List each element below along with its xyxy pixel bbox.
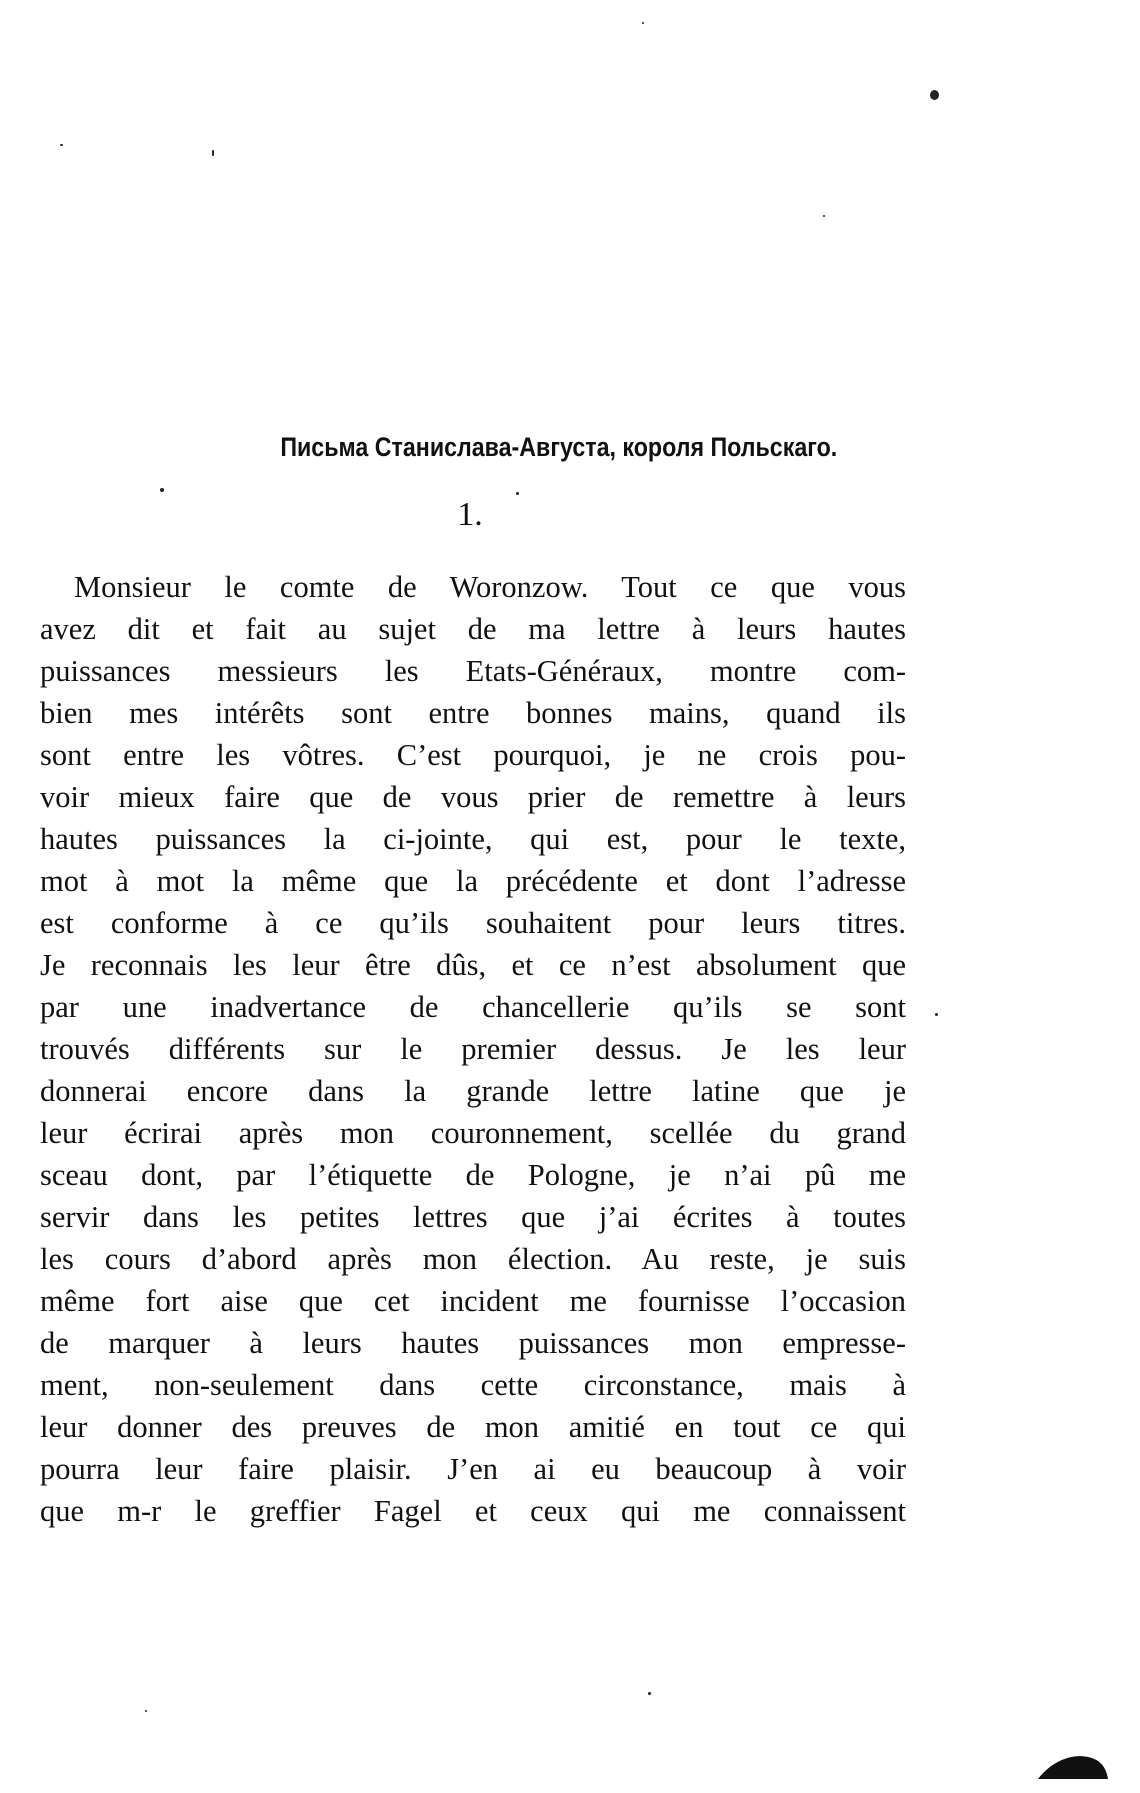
text-line: bien mes intérêts sont entre bonnes mains, quand ils: [40, 696, 906, 730]
text-line: leur donner des preuves de mon amitié en tout ce qui: [40, 1410, 906, 1444]
scan-speck: [160, 488, 164, 492]
scan-speck: [642, 22, 644, 24]
scan-speck: [145, 1710, 147, 1712]
text-line: leur écrirai après mon couronnement, scellée du grand: [40, 1116, 906, 1150]
text-line: puissances messieurs les Etats-Généraux, montre com-: [40, 654, 906, 688]
text-line: Monsieur le comte de Woronzow. Tout ce que vous: [74, 570, 906, 604]
text-line: avez dit et fait au sujet de ma lettre à leurs hautes: [40, 612, 906, 646]
text-line: hautes puissances la ci-jointe, qui est, pour le texte,: [40, 822, 906, 856]
scan-speck: [516, 492, 519, 495]
text-line: Je reconnais les leur être dûs, et ce n’est absolument que: [40, 948, 906, 982]
text-line: servir dans les petites lettres que j’ai écrites à toutes: [40, 1200, 906, 1234]
text-line: pourra leur faire plaisir. J’en ai eu beaucoup à voir: [40, 1452, 906, 1486]
text-line: donnerai encore dans la grande lettre latine que je: [40, 1074, 906, 1108]
page-heading: Письма Станислава-Августа, короля Польскаго.: [280, 432, 838, 462]
text-line: trouvés différents sur le premier dessus. Je les leur: [40, 1032, 906, 1066]
scan-speck: [212, 150, 214, 156]
text-line: est conforme à ce qu’ils souhaitent pour leurs titres.: [40, 906, 906, 940]
letter-number: 1.: [457, 496, 483, 533]
scan-speck: [648, 1692, 651, 1695]
text-line: de marquer à leurs hautes puissances mon empresse-: [40, 1326, 906, 1360]
text-line: sont entre les vôtres. C’est pourquoi, je ne crois pou-: [40, 738, 906, 772]
text-line: par une inadvertance de chancellerie qu’ils se sont: [40, 990, 906, 1024]
text-line: mot à mot la même que la précédente et dont l’adresse: [40, 864, 906, 898]
scan-speck: [930, 90, 939, 100]
scan-speck: [60, 144, 63, 146]
page-corner-blot-icon: [1036, 1751, 1110, 1781]
text-line: voir mieux faire que de vous prier de remettre à leurs: [40, 780, 906, 814]
text-line: ment, non-seulement dans cette circonstance, mais à: [40, 1368, 906, 1402]
text-line: les cours d’abord après mon élection. Au reste, je suis: [40, 1242, 906, 1276]
text-line: que m-r le greffier Fagel et ceux qui me connaissent: [40, 1494, 906, 1528]
scan-speck: [823, 215, 825, 217]
text-line: sceau dont, par l’étiquette de Pologne, je n’ai pû me: [40, 1158, 906, 1192]
text-line: même fort aise que cet incident me fournisse l’occasion: [40, 1284, 906, 1318]
scan-speck: [935, 1013, 938, 1016]
letter-body: [40, 566, 906, 1532]
